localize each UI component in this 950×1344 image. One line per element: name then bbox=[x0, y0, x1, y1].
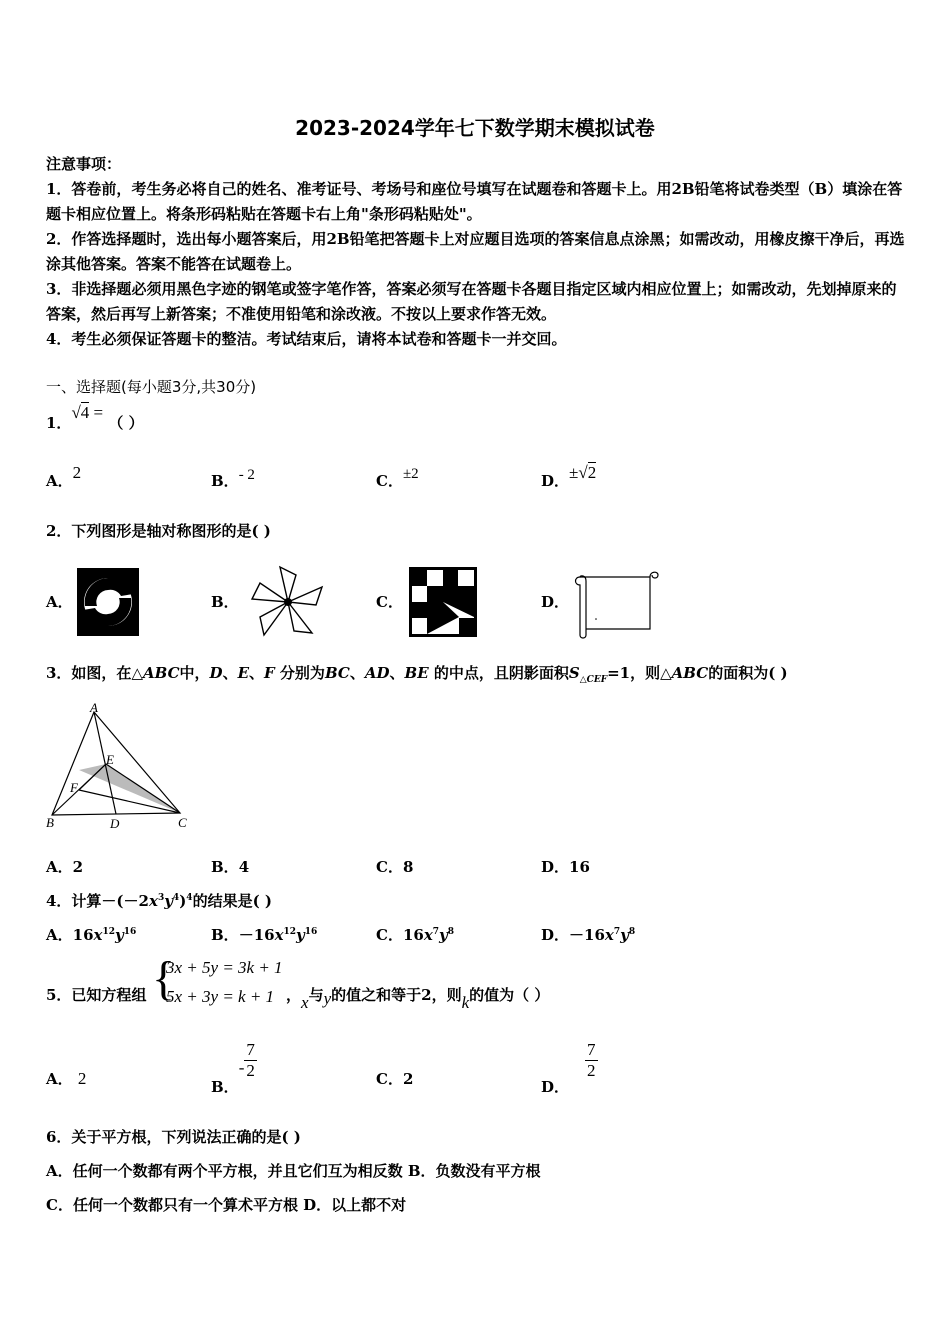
q4-option-c-x: x bbox=[423, 926, 433, 944]
q5-option-d-num: 7 bbox=[587, 1040, 596, 1059]
q4-option-d-x: x bbox=[604, 926, 614, 944]
q3-option-b-label: B． bbox=[211, 858, 239, 876]
q5-option-a[interactable] bbox=[46, 1068, 86, 1089]
q5-y: y bbox=[323, 989, 332, 1008]
q1-equals: = bbox=[93, 403, 104, 422]
q3-figure bbox=[44, 700, 194, 832]
q1-option-b-value: - 2 bbox=[238, 467, 255, 483]
q4-option-a-ye: 16 bbox=[123, 927, 137, 937]
q1-option-c[interactable] bbox=[376, 466, 419, 491]
q4-option-d[interactable] bbox=[541, 924, 635, 945]
q4-option-d-ye: 8 bbox=[628, 927, 636, 937]
q3-label-a: A bbox=[90, 700, 98, 715]
q5-option-b-num: 7 bbox=[246, 1040, 255, 1059]
q5-k: k bbox=[461, 993, 470, 1012]
q4-option-b-y: y bbox=[296, 926, 305, 944]
q3-text-b: 中， bbox=[179, 664, 210, 682]
q3-s-sub: △CEF bbox=[579, 675, 608, 685]
notice-item-4: 4．考生必须保证答题卡的整洁。考试结束后，请将本试卷和答题卡一并交回。 bbox=[46, 330, 567, 348]
q3-option-a-label: A． bbox=[46, 858, 73, 876]
q3-abc: ABC bbox=[142, 664, 180, 682]
notice-block bbox=[46, 152, 906, 352]
q5-option-c-value: 2 bbox=[402, 1070, 414, 1088]
q5-mid: 的值之和等于2，则 bbox=[331, 986, 462, 1004]
q4-option-c[interactable] bbox=[376, 924, 454, 945]
q3-text-a: 3．如图，在△ bbox=[46, 664, 143, 682]
q3-sep-3: 、 bbox=[349, 664, 365, 682]
q4-option-c-label: C． bbox=[376, 926, 403, 944]
q2-figure-a bbox=[77, 568, 139, 636]
q1-option-d-label: D． bbox=[541, 472, 570, 490]
q3-sep-1: 、 bbox=[222, 664, 238, 682]
q1-stem bbox=[46, 403, 144, 433]
q4-option-c-xe: 7 bbox=[432, 927, 440, 937]
q1-option-a-value: 2 bbox=[72, 463, 82, 482]
q1-option-a-label: A． bbox=[46, 472, 73, 490]
q4-option-d-xe: 7 bbox=[613, 927, 621, 937]
q3-d: D bbox=[209, 664, 223, 682]
q5-eq1: 3x + 5y = 3k + 1 bbox=[166, 958, 283, 977]
q2-stem: 2．下列图形是轴对称图形的是( ) bbox=[46, 522, 271, 540]
q5-option-d-label: D． bbox=[541, 1077, 570, 1096]
q3-text-f: 的面积为( ) bbox=[708, 664, 788, 682]
q1-option-b[interactable] bbox=[211, 467, 255, 491]
q3-stem bbox=[46, 662, 788, 685]
q4-x-exp: 3 bbox=[157, 893, 165, 903]
q4-y-exp: 4 bbox=[172, 893, 180, 903]
q5-x: x bbox=[301, 993, 309, 1012]
q5-comma: ， bbox=[286, 986, 302, 1004]
q5-option-b[interactable] bbox=[211, 1040, 257, 1096]
q1-number: 1． bbox=[46, 414, 72, 432]
q3-option-c-label: C． bbox=[376, 858, 403, 876]
q3-text-d: 的中点，且阴影面积 bbox=[433, 664, 569, 682]
q3-text-c: 分别为 bbox=[279, 664, 325, 682]
q4-option-b[interactable] bbox=[211, 924, 317, 945]
q1-option-b-label: B． bbox=[211, 472, 239, 490]
q5-option-c[interactable] bbox=[376, 1068, 413, 1089]
q4-post: 的结果是( ) bbox=[192, 892, 272, 910]
q4-option-b-label: B． bbox=[211, 926, 239, 944]
q5-option-b-den: 2 bbox=[246, 1061, 255, 1080]
q5-eq2: 5x + 3y = k + 1 bbox=[166, 987, 275, 1006]
q4-stem: 4．计算$-(-2x^3y^4)^4$的结果是( ) bbox=[46, 892, 272, 910]
q4-option-a[interactable] bbox=[46, 924, 136, 945]
q2-figure-b bbox=[250, 565, 326, 639]
q2-option-d-label[interactable]: D． bbox=[541, 593, 570, 611]
q4-option-c-y: y bbox=[439, 926, 448, 944]
q5-with: 与 bbox=[308, 986, 324, 1004]
q5-option-b-frac bbox=[244, 1040, 257, 1081]
q4-option-c-ye: 8 bbox=[447, 927, 455, 937]
q1-sqrt: √4 = bbox=[71, 403, 104, 422]
q4-option-a-coef: 16 bbox=[72, 926, 94, 944]
q3-label-f: F bbox=[70, 780, 78, 795]
q5-option-a-label: A． bbox=[46, 1070, 73, 1088]
q5-option-d-den: 2 bbox=[587, 1061, 596, 1080]
q3-bc: BC bbox=[324, 664, 350, 682]
q5-option-d[interactable] bbox=[541, 1040, 598, 1096]
q3-text-e: =1，则△ bbox=[607, 664, 672, 682]
q3-option-d[interactable] bbox=[541, 856, 590, 877]
q2-figure-d bbox=[572, 567, 660, 641]
q5-pre: 5．已知方程组 bbox=[46, 986, 147, 1004]
q1-option-d-value: ±√2 bbox=[569, 463, 597, 482]
page-title: 2023-2024学年七下数学期末模拟试卷 bbox=[295, 116, 655, 140]
q5-option-c-label: C． bbox=[376, 1070, 403, 1088]
q4-option-b-coef: －16 bbox=[238, 926, 275, 944]
q5-post: 的值为（ ） bbox=[469, 986, 550, 1004]
q3-label-b: B bbox=[46, 815, 54, 830]
notice-item-1: 1．答卷前，考生务必将自己的姓名、准考证号、考场号和座位号填写在试题卷和答题卡上。用2B铅笔将试卷类型（B）填涂在答题卡相应位置上。将条形码粘贴在答题卡右上角"条形码粘贴处"。 bbox=[46, 180, 903, 223]
q3-s: S bbox=[568, 664, 580, 682]
q4-option-a-y: y bbox=[115, 926, 124, 944]
q5-option-b-label: B． bbox=[211, 1077, 239, 1096]
q3-sep-2: 、 bbox=[249, 664, 265, 682]
q5-option-a-value: 2 bbox=[77, 1069, 87, 1088]
q4-option-a-label: A． bbox=[46, 926, 73, 944]
q3-f: F bbox=[264, 664, 275, 682]
q1-option-c-value: ±2 bbox=[402, 466, 419, 482]
notice-heading: 注意事项： bbox=[46, 155, 122, 173]
q3-option-d-label: D． bbox=[541, 858, 570, 876]
q4-x: x bbox=[148, 892, 158, 910]
notice-item-2: 2．作答选择题时，选出每小题答案后，用2B铅笔把答题卡上对应题目选项的答案信息点涂黑；如需改动，用橡皮擦干净后，再选涂其他答案。答案不能答在试题卷上。 bbox=[46, 230, 905, 273]
q2-option-b-label[interactable]: B． bbox=[211, 593, 239, 611]
q1-option-d-sign: ± bbox=[569, 463, 579, 482]
q4-option-c-coef: 16 bbox=[402, 926, 424, 944]
q4-option-d-y: y bbox=[620, 926, 629, 944]
q4-option-d-coef: －16 bbox=[569, 926, 605, 944]
q5-option-d-frac bbox=[585, 1040, 598, 1081]
q2-figure-c bbox=[409, 567, 477, 637]
q1-option-c-label: C． bbox=[376, 472, 403, 490]
q3-option-b[interactable] bbox=[211, 856, 249, 877]
q5-rest bbox=[286, 984, 550, 1012]
notice-item-3: 3．非选择题必须用黑色字迹的钢笔或签字笔作答，答案必须写在答题卡各题目指定区域内相应位置上；如需改动，先划掉原来的答案，然后再写上新答案；不准使用铅笔和涂改液。不按以上要求作答无效。 bbox=[46, 280, 897, 323]
q3-label-c: C bbox=[178, 815, 187, 830]
q3-label-d: D bbox=[110, 816, 120, 831]
q1-option-d[interactable] bbox=[541, 463, 597, 491]
q3-label-e: E bbox=[106, 752, 114, 767]
q6-stem: 6．关于平方根，下列说法正确的是( ) bbox=[46, 1128, 301, 1146]
q4-option-b-x: x bbox=[274, 926, 284, 944]
q4-pre: 4．计算－(－2 bbox=[46, 892, 149, 910]
q3-option-c-value: 8 bbox=[402, 858, 414, 876]
q6-options-line-1[interactable]: A．任何一个数都有两个平方根，并且它们互为相反数 B．负数没有平方根 bbox=[46, 1162, 541, 1180]
q4-option-a-x: x bbox=[93, 926, 103, 944]
q4-option-d-label: D． bbox=[541, 926, 570, 944]
q1-radicand: 4 bbox=[80, 403, 90, 422]
q3-option-c[interactable] bbox=[376, 856, 413, 877]
q4-option-b-xe: 12 bbox=[283, 927, 297, 937]
q3-option-a-value: 2 bbox=[72, 858, 84, 876]
q4-option-a-xe: 12 bbox=[102, 927, 115, 937]
q3-option-a[interactable] bbox=[46, 856, 83, 877]
q3-option-b-value: 4 bbox=[238, 858, 250, 876]
q2-option-c-label[interactable]: C． bbox=[376, 593, 403, 611]
section-heading: 一、选择题(每小题3分,共30分) bbox=[46, 378, 257, 396]
q3-ad: AD bbox=[364, 664, 390, 682]
q3-e: E bbox=[237, 664, 250, 682]
q1-option-d-radicand: 2 bbox=[587, 463, 597, 482]
q2-option-a-label[interactable]: A． bbox=[46, 593, 73, 611]
q3-be: BE bbox=[404, 664, 429, 682]
q3-option-d-value: 16 bbox=[569, 858, 590, 876]
q5-option-b-sign: - bbox=[238, 1057, 245, 1077]
q6-options-line-2[interactable]: C．任何一个数都只有一个算术平方根 D．以上都不对 bbox=[46, 1196, 407, 1214]
q4-outer-exp: 4 bbox=[186, 893, 193, 903]
q3-sep-4: 、 bbox=[389, 664, 405, 682]
q4-y: y bbox=[164, 892, 173, 910]
q1-option-a[interactable] bbox=[46, 463, 82, 491]
q3-abc-2: ABC bbox=[671, 664, 709, 682]
q4-option-b-ye: 16 bbox=[304, 927, 318, 937]
q5-brace: { bbox=[152, 952, 176, 1005]
q1-paren: （ ） bbox=[108, 414, 144, 432]
